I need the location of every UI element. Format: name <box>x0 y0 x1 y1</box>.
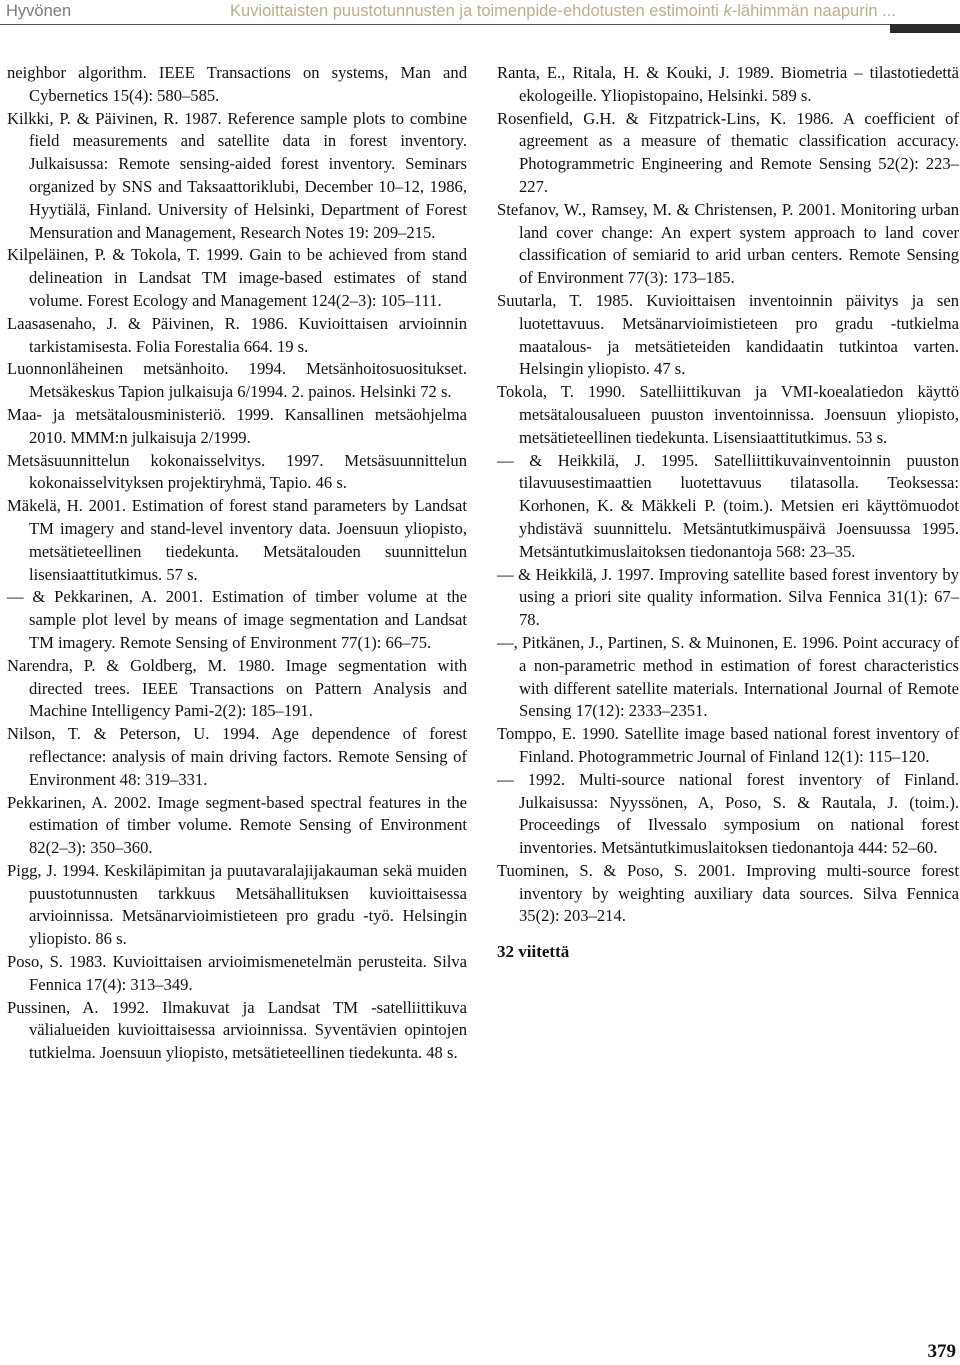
reference-entry: — & Pekkarinen, A. 2001. Estimation of timber volume at the sample plot level by means of image segmentation and Landsat TM imagery. Remote Sensing of Environment 77(1): 66–75. <box>7 587 467 652</box>
header-title-k: k <box>723 2 732 20</box>
header-author: Hyvönen <box>6 2 72 20</box>
reference-entry: Pekkarinen, A. 2002. Image segment-based spectral features in the estimation of timber volume. Remote Sensing of Environment 82(2–3): 350–360. <box>7 792 467 858</box>
header-title-part-1: Kuvioittaisten puustotunnusten ja toimenpide-ehdotusten estimointi <box>230 2 724 20</box>
reference-entry: Mäkelä, H. 2001. Estimation of forest stand parameters by Landsat TM imagery and stand-level inventory data. Joensuun yliopisto, metsätieteellinen tiedekunta. Metsätalouden suunnittelun lisensiaattitutkimus. 57 s. <box>7 496 467 584</box>
reference-entry: Kilkki, P. & Päivinen, R. 1987. Reference sample plots to combine field measurements and satellite data in forest inventory. Julkaisussa: Remote sensing-aided forest inventory. Seminars organized by SNS and Taksaattoriklubi, December 10–12, 1986, Hyytiälä, Finland. University of Helsinki, Department of Forest Mensuration and Management, Research Notes 19: 209–215. <box>7 108 467 242</box>
header-rule <box>0 24 960 25</box>
header-block <box>890 24 960 33</box>
reference-entry: Narendra, P. & Goldberg, M. 1980. Image segmentation with directed trees. IEEE Transactions on Pattern Analysis and Machine Intelligency Pami-2(2): 185–191. <box>7 655 467 721</box>
reference-entry: — & Heikkilä, J. 1997. Improving satellite based forest inventory by using a priori site quality information. Silva Fennica 31(1): 67–78. <box>497 564 959 630</box>
reference-entry: Luonnonläheinen metsänhoito. 1994. Metsänhoitosuositukset. Metsäkeskus Tapion julkaisuja 6/1994. 2. painos. Helsinki 72 s. <box>7 359 467 402</box>
reference-entry: — 1992. Multi-source national forest inventory of Finland. Julkaisussa: Nyyssönen, A, Poso, S. & Rautala, J. (toim.). Proceedings of Ilvessalo symposium on national forest inventories. Metsäntutkimuslaitoksen tiedonantoja 444: 52–60. <box>497 769 959 858</box>
reference-entry: Stefanov, W., Ramsey, M. & Christensen, P. 2001. Monitoring urban land cover change: An expert system approach to land cover classification of semiarid to arid urban centers. Remote Sensing of Environment 77(3): 173–185. <box>497 199 959 288</box>
reference-entry: Tomppo, E. 1990. Satellite image based national forest inventory of Finland. Photogrammetric Journal of Finland 12(1): 115–120. <box>497 724 959 766</box>
reference-entry: —, Pitkänen, J., Partinen, S. & Muinonen, E. 1996. Point accuracy of a non-parametric method in estimation of forest characteristics with different satellite materials. International Journal of Remote Sensing 17(12): 2333–2351. <box>497 632 959 721</box>
reference-entry: Ranta, E., Ritala, H. & Kouki, J. 1989. Biometria – tilastotiedettä ekologeille. Yliopistopaino, Helsinki. 589 s. <box>497 63 959 105</box>
reference-entry: Nilson, T. & Peterson, U. 1994. Age dependence of forest reflectance: analysis of main driving factors. Remote Sensing of Environment 48: 319–331. <box>7 724 467 789</box>
references-right-column <box>497 62 959 964</box>
reference-entry: Laasasenaho, J. & Päivinen, R. 1986. Kuvioittaisen arvioinnin tarkistamisesta. Folia Forestalia 664. 19 s. <box>7 313 467 356</box>
references-count: 32 viitettä <box>497 942 570 962</box>
reference-entry: Suutarla, T. 1985. Kuvioittaisen inventoinnin päivitys ja sen luotettavuus. Metsänarvioimistieteen pro gradu -tutkielma maatalous- ja metsätieteiden kandidaatin tutkintoa varten. Helsingin yliopisto. 47 s. <box>497 290 959 379</box>
reference-entry: Pussinen, A. 1992. Ilmakuvat ja Landsat TM -satelliittikuva välialueiden kuvioittaisessa arvioinnissa. Syventävien opintojen tutkielma. Joensuun yliopisto, metsätieteellinen tiedekunta. 48 s. <box>7 997 467 1063</box>
reference-entry: Pigg, J. 1994. Keskiläpimitan ja puutavaralajijakauman sekä muiden puustotunnusten tarkkuus Metsähallituksen kuvioittaisessa arvioinnissa. Metsänarvioimistieteen pro gradu -työ. Helsingin yliopisto. 86 s. <box>7 860 467 949</box>
reference-entry: Tuominen, S. & Poso, S. 2001. Improving multi-source forest inventory by weighting auxiliary data sources. Silva Fennica 35(2): 203–214. <box>497 860 959 926</box>
header-title-part-2: -lähimmän naapurin ... <box>731 2 896 20</box>
header-title <box>230 2 896 21</box>
reference-entry: neighbor algorithm. IEEE Transactions on systems, Man and Cybernetics 15(4): 580–585. <box>7 63 467 105</box>
reference-entry: Metsäsuunnittelun kokonaisselvitys. 1997. Metsäsuunnittelun kokonaisselvityksen projektiryhmä, Tapio. 46 s. <box>7 450 467 493</box>
reference-entry: Rosenfield, G.H. & Fitzpatrick-Lins, K. 1986. A coefficient of agreement as a measure of thematic classification accuracy. Photogrammetric Engineering and Remote Sensing 52(2): 223–227. <box>497 108 959 196</box>
running-header <box>0 0 960 26</box>
reference-entry: — & Heikkilä, J. 1995. Satelliittikuvainventoinnin puuston tilavuusestimaattien luotettavuus tilatasolla. Teoksessa: Korhonen, K. & Mäkkeli P. (toim.). Metsien eri käyttömuodot yhdistävä suunnittelu. Metsäntutkimuspäivä Joensuussa 1995. Metsäntutkimuslaitoksen tiedonantoja 568: 23–35. <box>497 450 959 561</box>
reference-entry: Tokola, T. 1990. Satelliittikuvan ja VMI-koealatiedon käyttö metsätalousalueen puuston inventoinnissa. Joensuun yliopisto, metsätieteellinen tiedekunta. Lisensiaattitutkimus. 53 s. <box>497 382 959 447</box>
reference-entry: Poso, S. 1983. Kuvioittaisen arvioimismenetelmän perusteita. Silva Fennica 17(4): 313–349. <box>7 952 467 994</box>
references-left-column <box>7 62 467 1065</box>
reference-entry: Kilpeläinen, P. & Tokola, T. 1999. Gain to be achieved from stand delineation in Landsat TM image-based estimates of stand volume. Forest Ecology and Management 124(2–3): 105–111. <box>7 245 467 310</box>
reference-entry: Maa- ja metsätalousministeriö. 1999. Kansallinen metsäohjelma 2010. MMM:n julkaisuja 2/1999. <box>7 404 467 447</box>
page-number: 379 <box>927 1341 956 1362</box>
